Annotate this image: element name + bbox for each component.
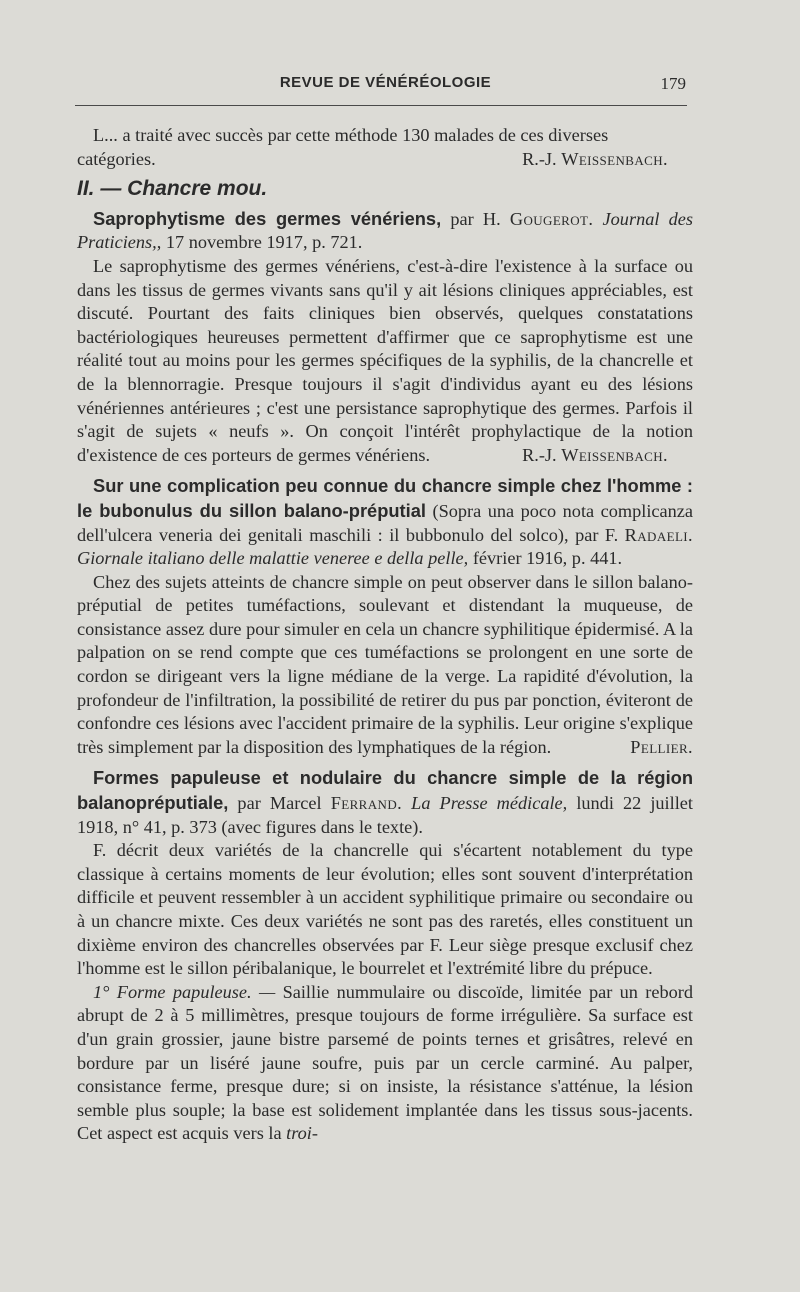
running-header bbox=[77, 74, 694, 98]
article-2-journal: Giornale italiano delle malattie veneree e della pelle, bbox=[77, 548, 469, 569]
section-title: II. — Chancre mou. bbox=[77, 177, 268, 201]
article-2-heading: Sur une complication peu connue du chancre simple chez l'homme : le bubonulus du sillon balano-préputial (Sopra una poco nota complicanza dell'ulcera veneria dei genitali maschili : il bubbonulo del solco), par F. Radaeli. Giornale italiano delle malattie veneree e della pelle, février 1916, p. 441. bbox=[77, 475, 694, 569]
subsection-label: 1° Forme papuleuse. — bbox=[93, 981, 276, 1002]
article-3-text: F. décrit deux variétés de la chancrelle qui s'écartent notablement du type classique à certains moments de leur évolution; elles sont souvent d'interprétation difficile et peuvent ressembler à un accident syphilitique primaire ou secondaire ou à un chancre mixte. Ces deux variétés ne sont pas des raretés, elles constituent un dixième environ des chancrelles observées par F. Leur siège presque exclusif chez l'homme est le sillon péribalanique, le bourrelet et l'extrémité libre du prépuce. bbox=[77, 840, 693, 979]
article-1-signature: R.-J. Weissenbach. bbox=[522, 444, 668, 465]
article-1-heading: Saprophytisme des germes vénériens, par H. Gougerot. Journal des Praticiens,, 17 novembre 1917, p. 721. bbox=[77, 207, 693, 253]
intro-line-1: L... a traité avec succès par cette méthode 130 malades de ces diverses bbox=[93, 125, 609, 145]
intro-line-2: catégories. bbox=[77, 148, 156, 169]
article-2-author: Radaeli. bbox=[624, 524, 693, 545]
running-title: REVUE DE VÉNÉRÉOLOGIE bbox=[279, 74, 492, 91]
article-1-author: Gougerot. bbox=[509, 208, 594, 229]
header-rule bbox=[75, 105, 687, 106]
article-3-journal: La Presse médicale, bbox=[402, 793, 568, 814]
article-2-title: Sur une complication peu connue du chancre simple chez l'homme : le bubonulus du sillon balano-préputial bbox=[77, 475, 693, 521]
article-1-text: Le saprophytisme des germes vénériens, c'est-à-dire l'existence à la surface ou dans les tissus de germes vivants sans qu'il y ait lésions cliniques appréciables, est discuté. Pourtant des faits cliniques bien observés, quelques constatations bactériologiques heureuses permettent d'affirmer que ce saprophytisme est une réalité tout au moins pour les germes spécifiques de la syphilis, de la chancrelle et de la blennorragie. Presque toujours il s'agit d'individus ayant eu des lésions vénériennes antérieures ; c'est une persistance saprophytique des germes. Parfois il s'agit de sujets « neufs ». On conçoit l'intérêt prophylactique de la notion d'existence de ces porteurs de germes vénériens. bbox=[77, 255, 693, 465]
article-3-author: Ferrand. bbox=[330, 793, 403, 814]
article-1-title: Saprophytisme des germes vénériens, bbox=[93, 207, 442, 229]
article-3-title: Formes papuleuse et nodulaire du chancre simple de la région balanopréputiale, bbox=[77, 767, 693, 814]
article-2-signature: Pellier. bbox=[630, 736, 693, 757]
article-3-heading: Formes papuleuse et nodulaire du chancre simple de la région balanopréputiale, par Marcel Ferrand. La Presse médicale, lundi 22 juillet 1918, n° 41, p. 373 (avec figures dans le texte). bbox=[77, 767, 693, 837]
page-number: 179 bbox=[660, 74, 686, 93]
intro-paragraph bbox=[77, 124, 693, 148]
article-3-subsection: 1° Forme papuleuse. — Saillie nummulaire ou discoïde, limitée par un rebord abrupt de 2 à 5 millimètres, presque toujours de forme irrégulière. Sa surface est d'un grain grossier, jaune bistre parsemé de points ternes et grisâtres, relevé en bordure par un liséré jaune soufre, puis par un cercle carminé. Au palper, consistance ferme, presque dure; si on insiste, la résistance s'atténue, la lésion semble plus souple; la base est solidement implantée dans les tissus sous-jacents. Cet aspect est acquis vers la troi- bbox=[77, 981, 693, 1144]
intro-closing-line bbox=[77, 148, 693, 172]
article-2-text: Chez des sujets atteints de chancre simple on peut observer dans le sillon balano-préputial de petites tuméfactions, soulevant et distendant la muqueuse, de consistance assez dure pour simuler en cela un chancre syphilitique épidermisé. A la palpation on se rend compte que ces tuméfactions se prolongent en une sorte de cordon se dirigeant vers la ligne médiane de la verge. La rapidité d'évolution, la profondeur de l'infiltration, la possibilité de retirer du pus par ponction, éviteront de confondre ces lésions avec l'accident primaire de la syphilis. Leur origine s'explique très simplement par la disposition des lymphatiques de la région. Pellier. bbox=[77, 571, 693, 760]
intro-signature: R.-J. Weissenbach. bbox=[522, 148, 668, 169]
page-body bbox=[77, 124, 693, 1146]
article-1-journal: Journal des Praticiens, bbox=[77, 208, 693, 253]
